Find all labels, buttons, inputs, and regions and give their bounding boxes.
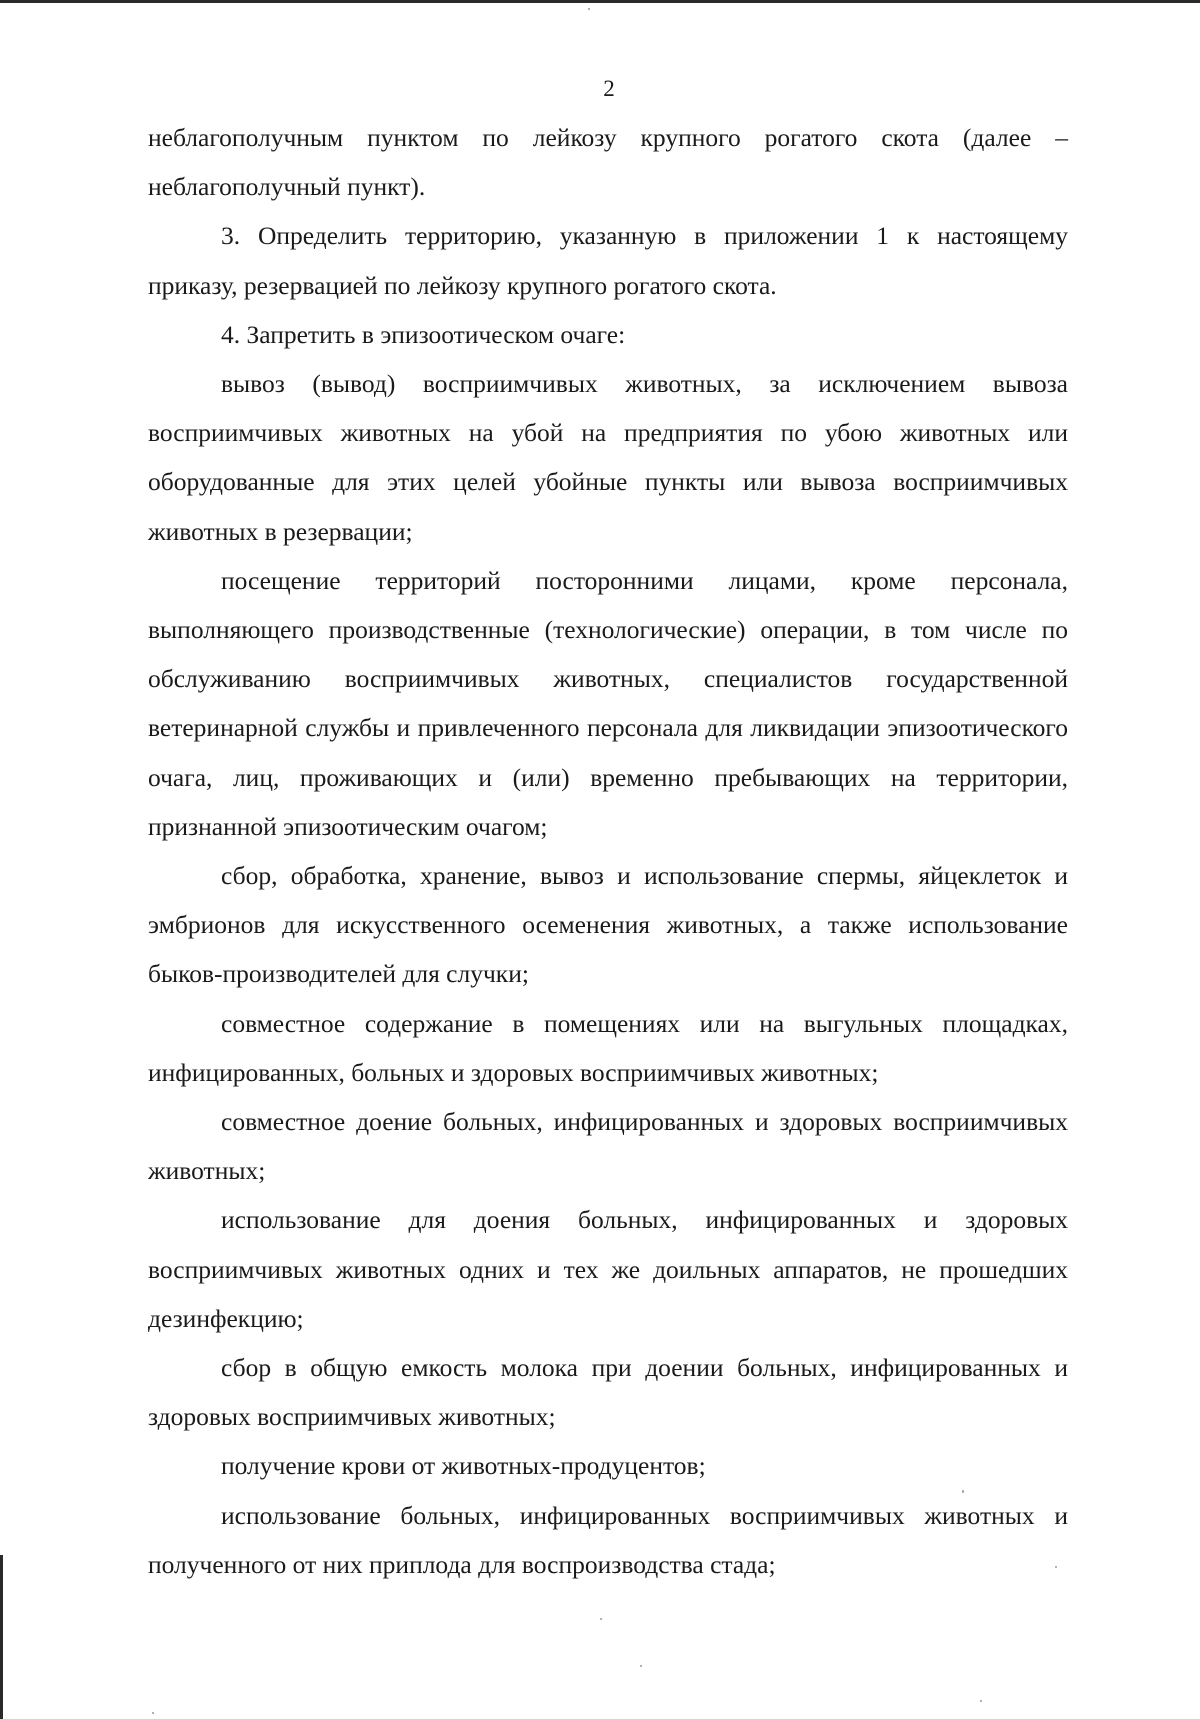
paragraph: использование больных, инфицированных восприимчивых животных и полученного от них приплода для воспроизводства стада; <box>148 1500 1068 1579</box>
paragraph: сбор в общую емкость молока при доении больных, инфицированных и здоровых восприимчивых животных; <box>148 1353 1068 1432</box>
paragraph: использование для доения больных, инфицированных и здоровых восприимчивых животных одних и тех же доильных аппаратов, не прошедших дезинфекцию; <box>148 1205 1068 1333</box>
paragraph: совместное доение больных, инфицированных и здоровых восприимчивых животных; <box>148 1107 1068 1186</box>
scan-speck <box>1055 1566 1057 1568</box>
paragraph: совместное содержание в помещениях или на выгульных площадках, инфицированных, больных и здоровых восприимчивых животных; <box>148 1008 1068 1087</box>
scan-speck <box>640 1665 642 1667</box>
scan-left-edge <box>0 1555 3 1719</box>
document-body <box>148 113 1068 1589</box>
scan-speck <box>962 1490 964 1493</box>
scan-speck <box>588 8 590 10</box>
paragraph: сбор, обработка, хранение, вывоз и использование спермы, яйцеклеток и эмбрионов для искусственного осеменения животных, а также использование быков-производителей для случки; <box>148 861 1068 989</box>
paragraph: получение крови от животных-продуцентов; <box>221 1451 706 1481</box>
paragraph: 4. Запретить в эпизоотическом очаге: <box>221 319 626 349</box>
paragraph: посещение территорий посторонними лицами, кроме персонала, выполняющего производственные (технологические) операции, в том числе по обслуживанию восприимчивых животных, специалистов государственной ветеринарной службы и привлеченного персонала для ликвидации эпизоотического очага, лиц, проживающих и (или) временно пребывающих на территории, признанной эпизоотическим очагом; <box>148 565 1068 841</box>
paragraph: неблагополучным пунктом по лейкозу крупного рогатого скота (далее – неблагополучный пункт). <box>148 123 1068 202</box>
scan-top-edge <box>0 0 1200 3</box>
paragraph: вывоз (вывод) восприимчивых животных, за исключением вывоза восприимчивых животных на убой на предприятия по убою животных или оборудованные для этих целей убойные пункты или вывоза восприимчивых животных в резервации; <box>148 369 1068 546</box>
page-number: 2 <box>603 76 615 101</box>
scan-speck <box>980 1700 982 1702</box>
scan-speck <box>152 1712 154 1714</box>
paragraph: 3. Определить территорию, указанную в приложении 1 к настоящему приказу, резервацией по лейкозу крупного рогатого скота. <box>148 221 1068 300</box>
scan-speck <box>600 1618 602 1620</box>
